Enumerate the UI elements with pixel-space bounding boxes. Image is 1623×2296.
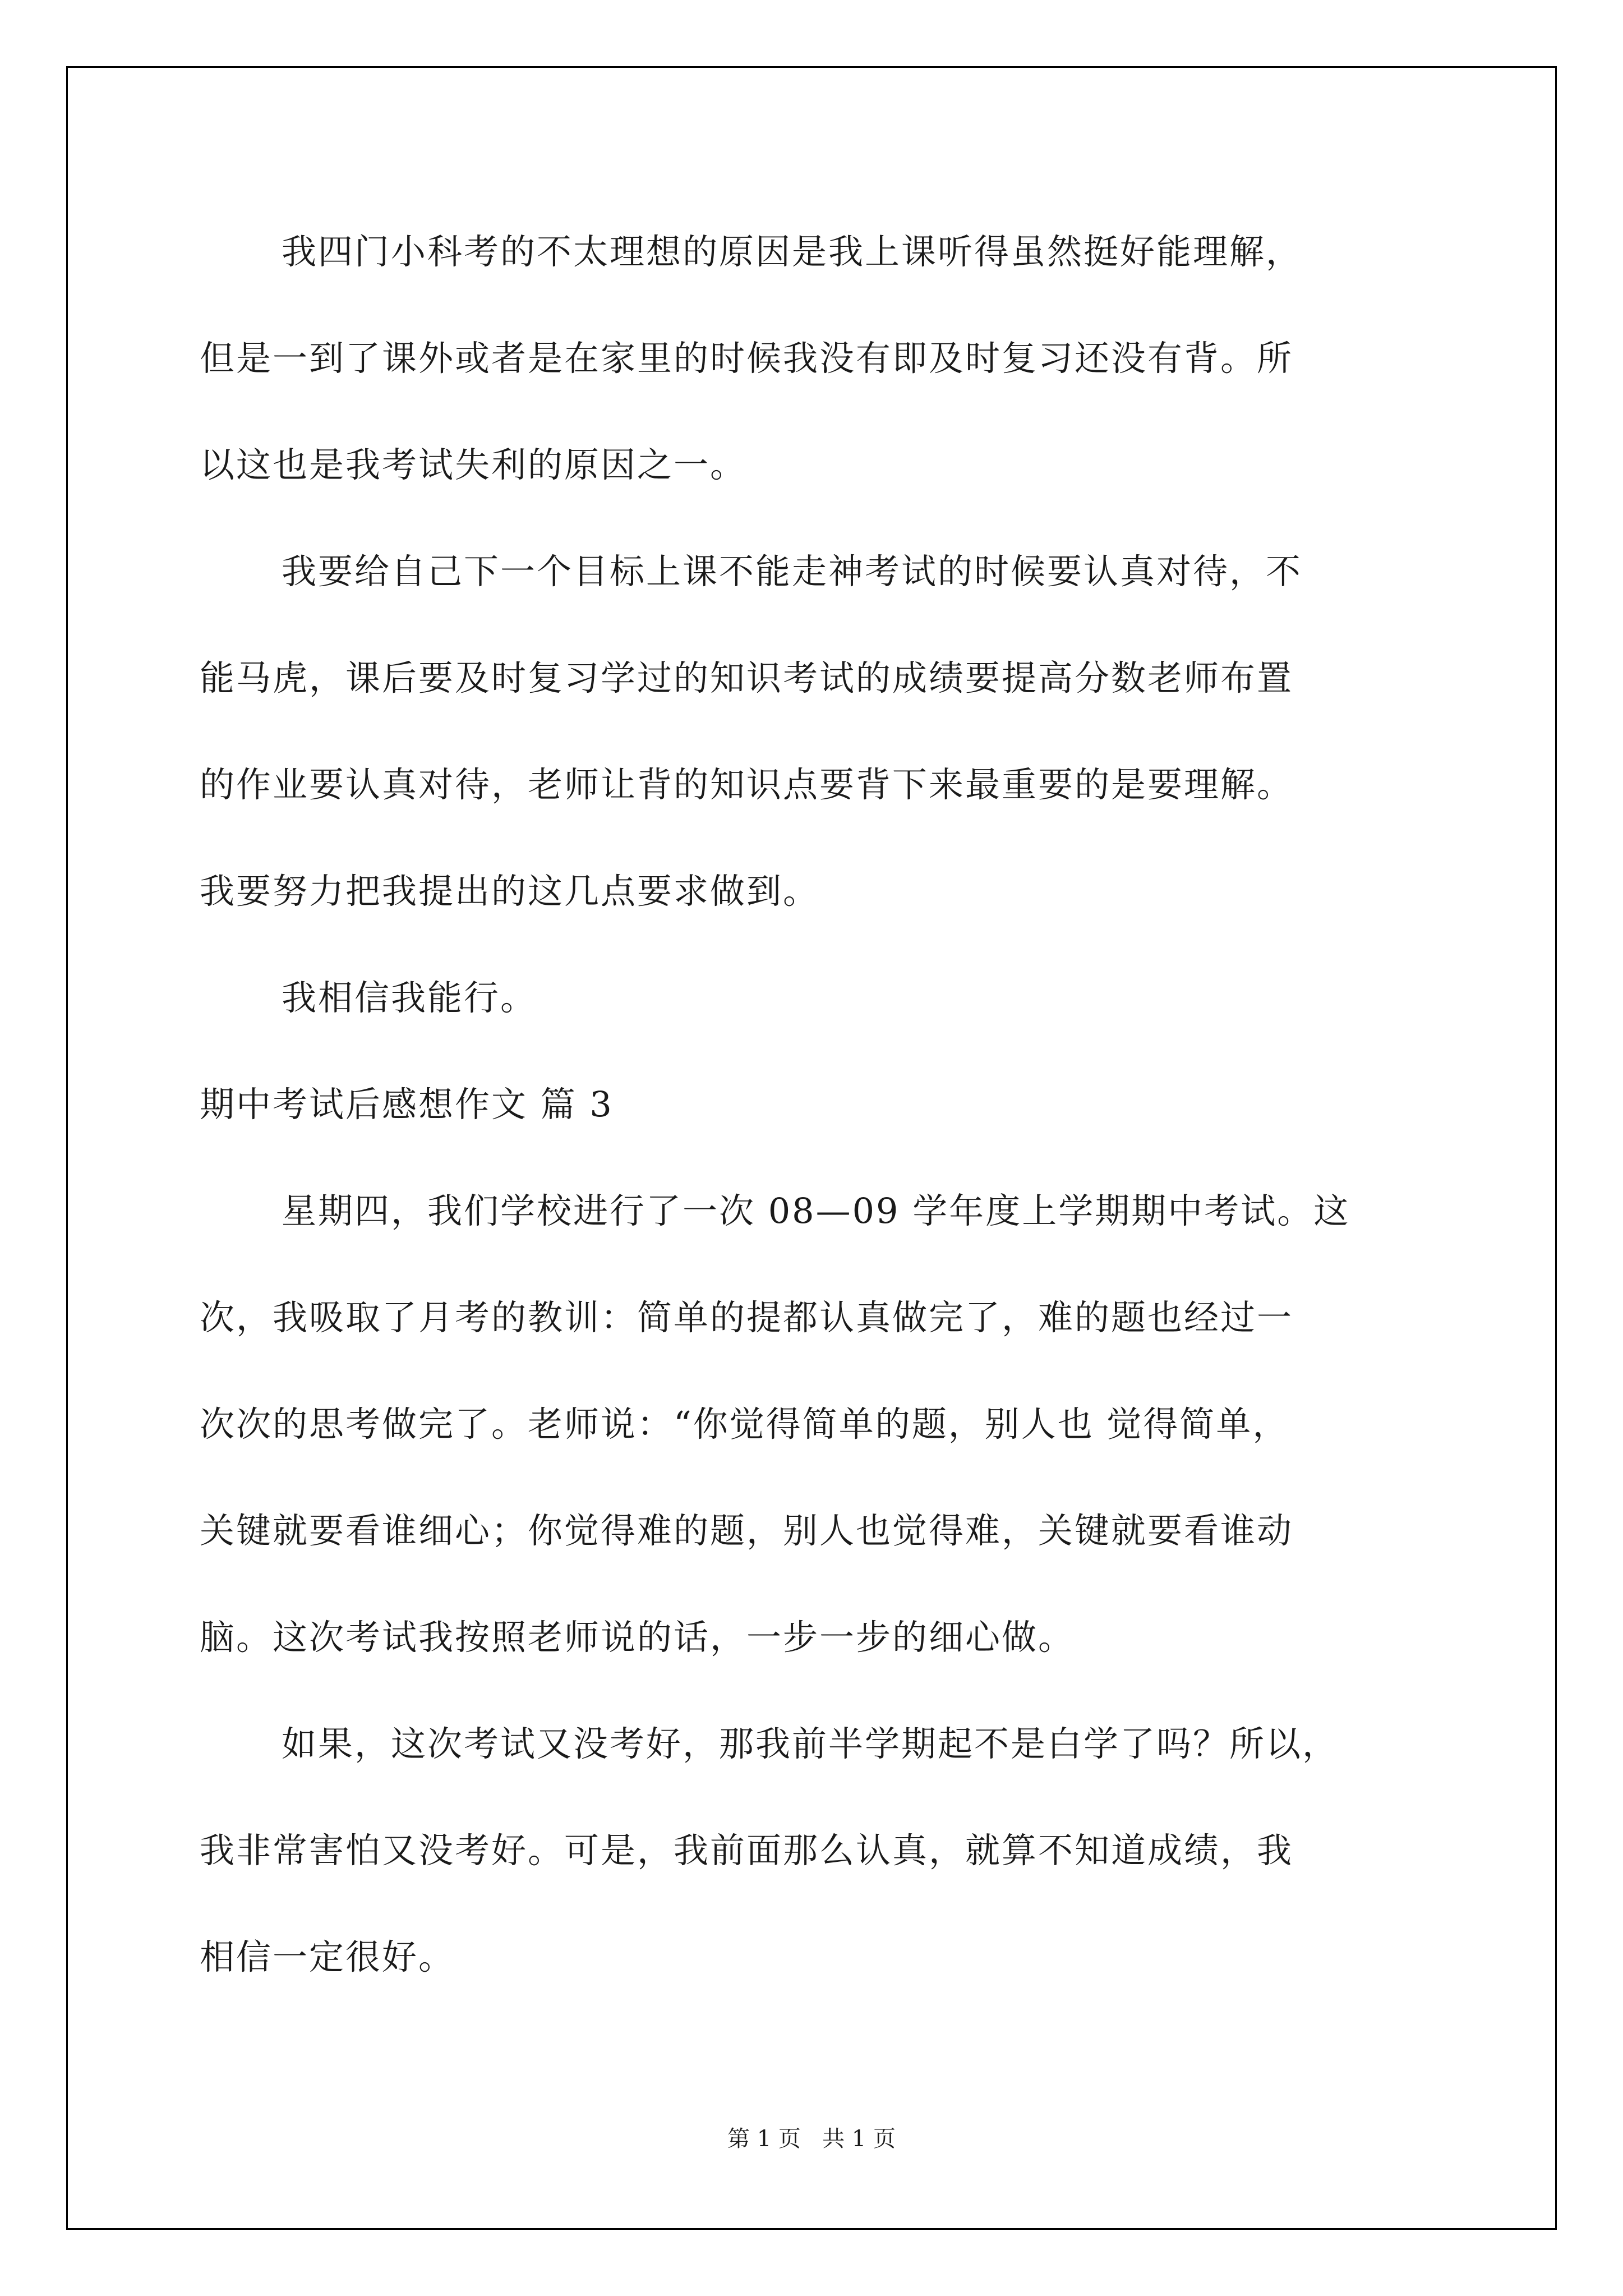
paragraph-5-line-3: 相信一定很好。 xyxy=(200,1936,455,1977)
paragraph-2-line-1: 我要给自己下一个目标上课不能走神考试的时候要认真对待，不 xyxy=(282,551,1303,592)
paragraph-1-line-2: 但是一到了课外或者是在家里的时候我没有即及时复习还没有背。所 xyxy=(200,338,1294,379)
paragraph-2-line-4: 我要努力把我提出的这几点要求做到。 xyxy=(200,871,820,912)
paragraph-2-line-2: 能马虎，课后要及时复习学过的知识考试的成绩要提高分数老师布置 xyxy=(200,657,1294,698)
paragraph-2-line-3: 的作业要认真对待，老师让背的知识点要背下来最重要的是要理解。 xyxy=(200,764,1294,805)
paragraph-4-line-4: 关键就要看谁细心；你觉得难的题，别人也觉得难，关键就要看谁动 xyxy=(200,1510,1294,1551)
paragraph-4-line-3: 次次的思考做完了。老师说：“你觉得简单的题，别人也 觉得简单， xyxy=(200,1404,1289,1444)
paragraph-4-line-2: 次，我吸取了月考的教训：简单的提都认真做完了，难的题也经过一 xyxy=(200,1297,1294,1338)
paragraph-5-line-1: 如果，这次考试又没考好，那我前半学期起不是白学了吗？所以， xyxy=(282,1723,1339,1764)
section-heading: 期中考试后感想作文 篇 3 xyxy=(200,1084,614,1125)
paragraph-4-line-1: 星期四，我们学校进行了一次 08—09 学年度上学期期中考试。这 xyxy=(282,1190,1350,1231)
paragraph-5-line-2: 我非常害怕又没考好。可是，我前面那么认真，就算不知道成绩，我 xyxy=(200,1830,1294,1871)
paragraph-4-line-5: 脑。这次考试我按照老师说的话，一步一步的细心做。 xyxy=(200,1617,1075,1658)
paragraph-3-line-1: 我相信我能行。 xyxy=(282,977,537,1018)
paragraph-1-line-3: 以这也是我考试失利的原因之一。 xyxy=(200,444,747,485)
page-border xyxy=(66,66,1557,2230)
page-number-footer: 第 1 页 共 1 页 xyxy=(727,2126,896,2152)
paragraph-1-line-1: 我四门小科考的不太理想的原因是我上课听得虽然挺好能理解， xyxy=(282,231,1303,272)
